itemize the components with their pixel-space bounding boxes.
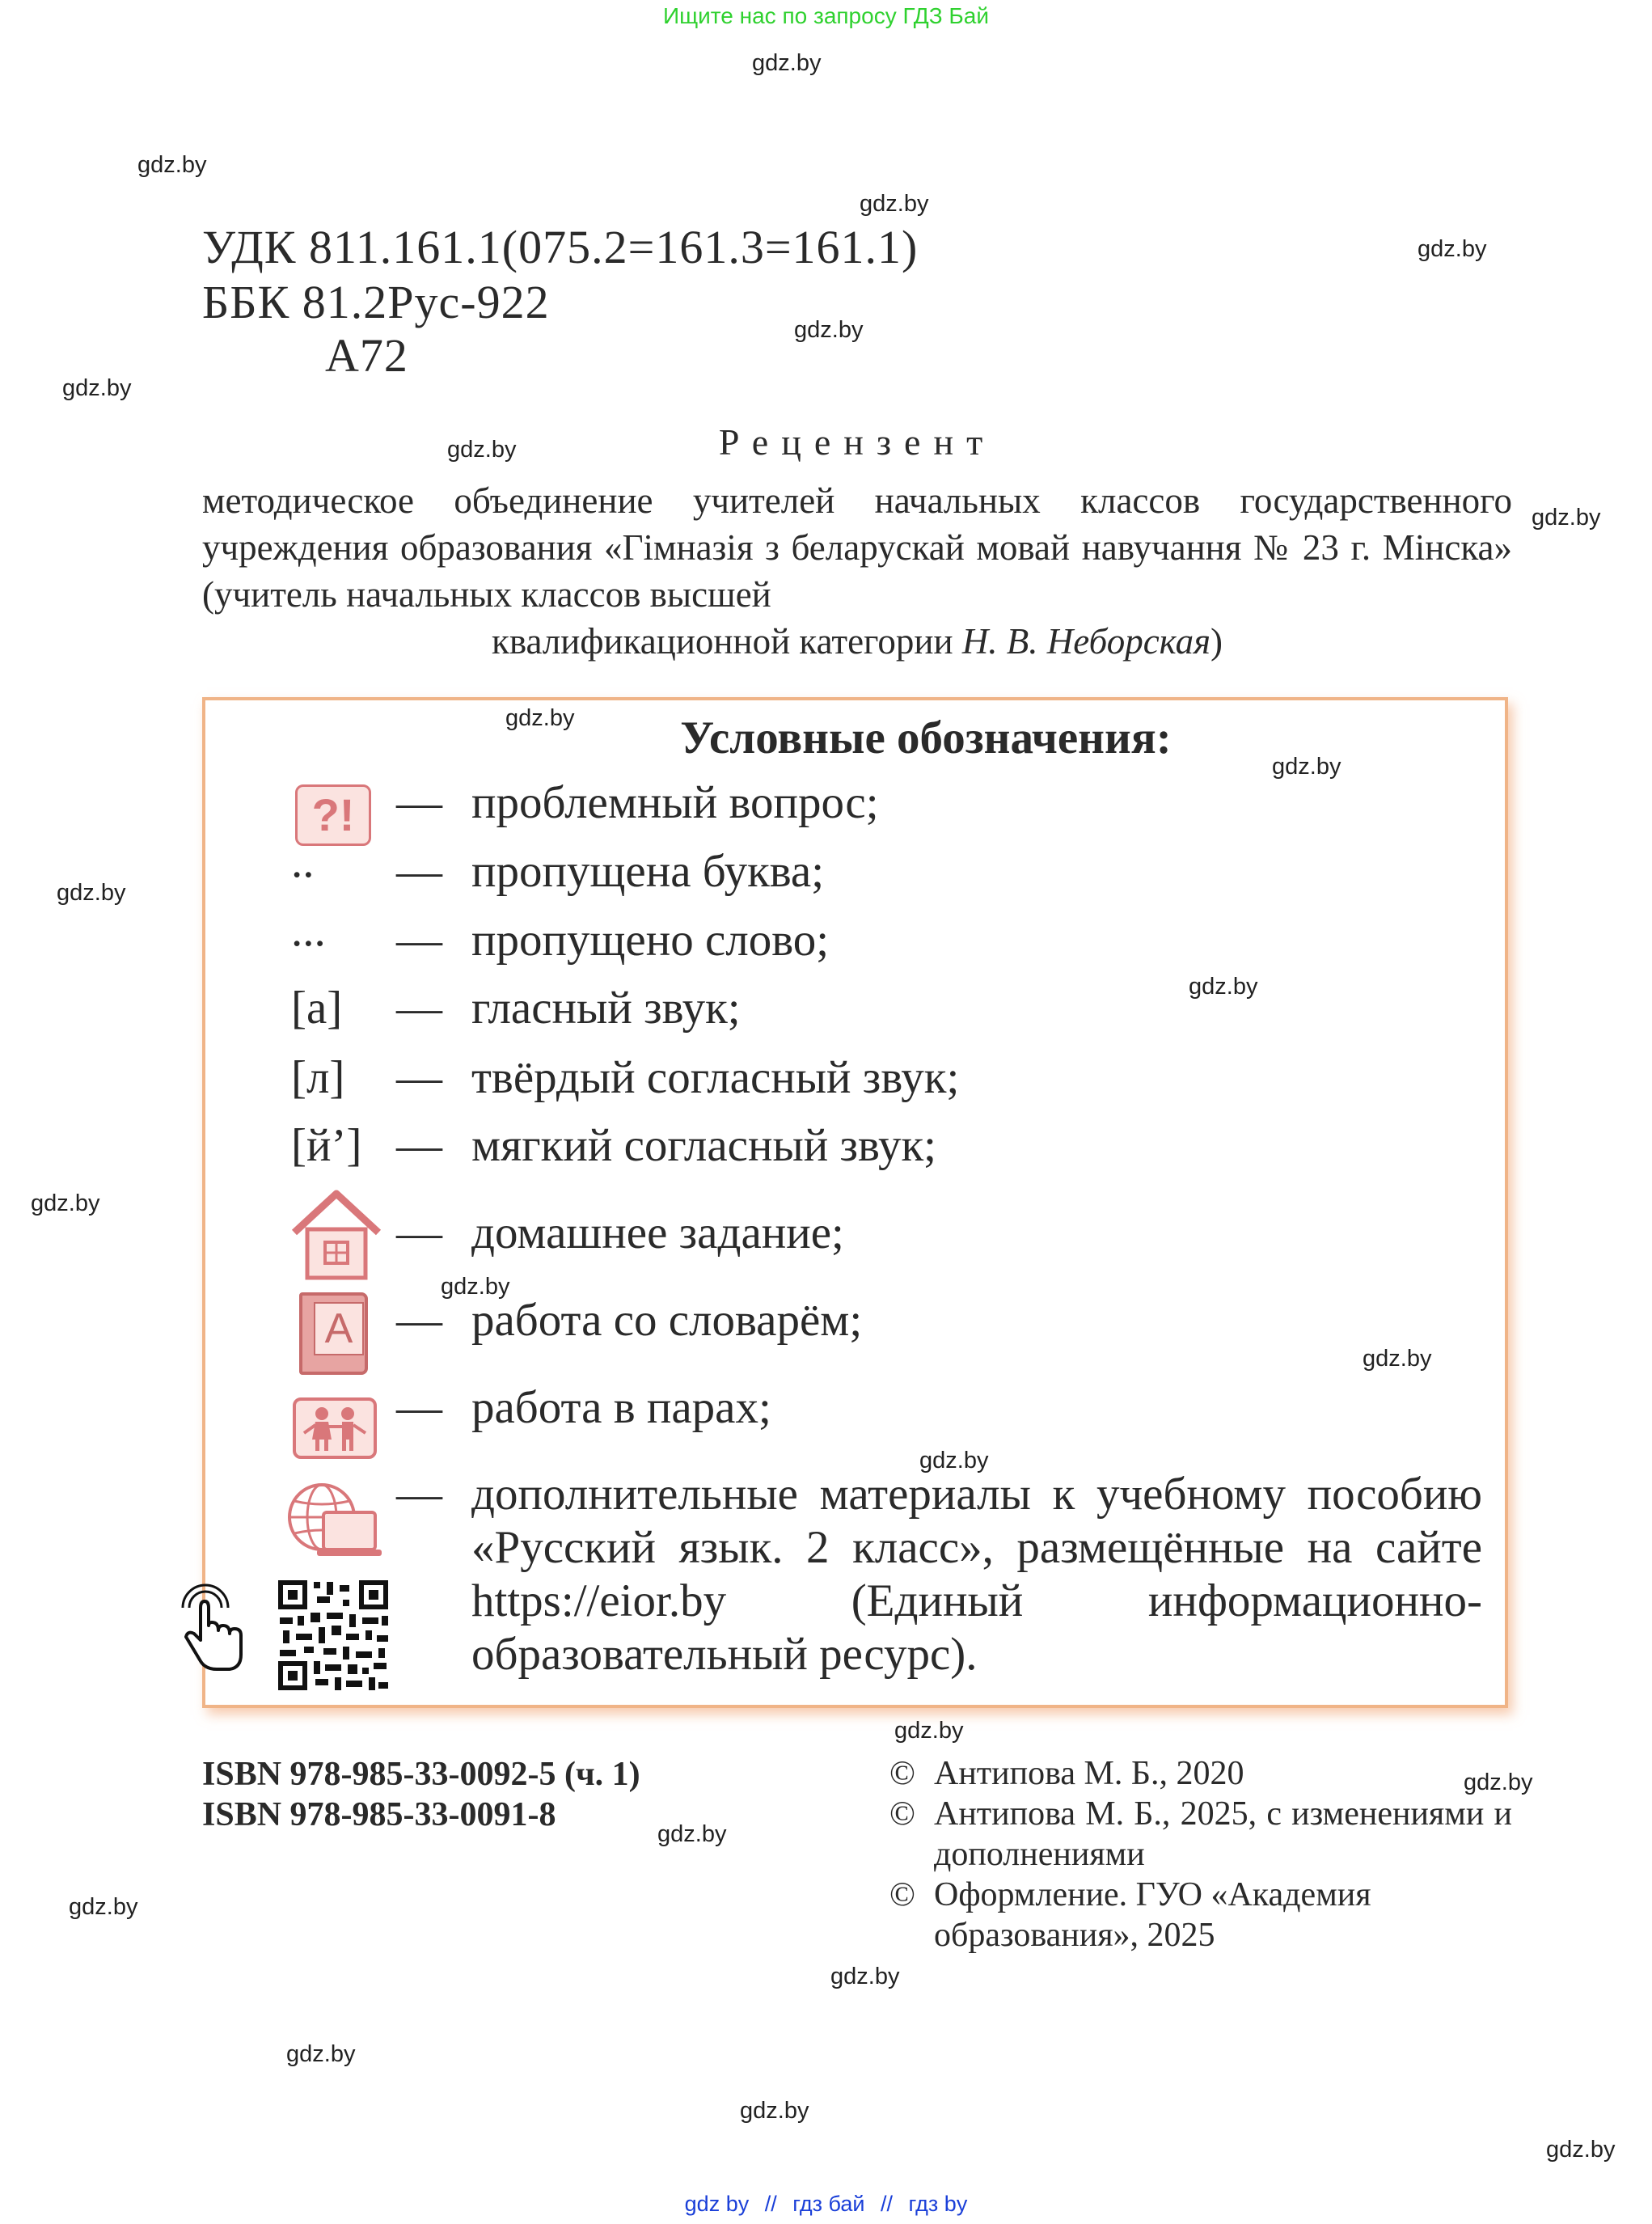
copyright-symbol: ©: [889, 1795, 915, 1833]
watermark: gdz.by: [137, 152, 207, 178]
vowel-symbol: [а]: [291, 983, 343, 1034]
dictionary-letter: А: [314, 1302, 364, 1355]
legend-dash: —: [396, 846, 442, 897]
legend-dash: —: [396, 1382, 442, 1433]
watermark: gdz.by: [1363, 1346, 1432, 1372]
copyright-symbol: ©: [889, 1755, 915, 1792]
watermark: gdz.by: [69, 1894, 138, 1920]
copyright-text: Антипова М. Б., 2020: [934, 1755, 1244, 1792]
legend-dash: —: [396, 1052, 442, 1103]
udk-line: УДК 811.161.1(075.2=161.3=161.1): [202, 221, 919, 273]
legend-text-hard: твёрдый согласный звук;: [471, 1052, 960, 1103]
bottom-separator: //: [764, 2192, 777, 2216]
qr-code-icon[interactable]: [275, 1577, 391, 1693]
author-mark: А72: [325, 329, 408, 382]
reviewer-name: Н. В. Неборская: [961, 621, 1211, 662]
missing-word-symbol: ...: [291, 905, 326, 956]
watermark: gdz.by: [57, 880, 126, 906]
watermark: gdz.by: [447, 437, 517, 463]
dictionary-icon: [299, 1292, 368, 1375]
house-icon: [289, 1187, 383, 1281]
watermark: gdz.by: [740, 2098, 809, 2124]
legend-text-letter: пропущена буква;: [471, 846, 825, 897]
watermark: gdz.by: [1272, 754, 1341, 780]
watermark: gdz.by: [505, 705, 575, 731]
watermark: gdz.by: [1532, 505, 1601, 531]
legend-text-vowel: гласный звук;: [471, 983, 741, 1034]
legend-dash: —: [396, 915, 442, 966]
copyright-symbol: ©: [889, 1876, 915, 1913]
legend-text-extra: дополнительные материалы к учебному пособию «Русский язык. 2 класс», размещённые на сайте https://eior.by (Единый информационно-образовательный ресурс).: [471, 1469, 1482, 1680]
top-banner[interactable]: Ищите нас по запросу ГДЗ Бай: [662, 3, 990, 28]
globe-computer-icon: [285, 1480, 382, 1561]
copyright-text: Антипова М. Б., 2025, с изменениями и дополнениями: [934, 1795, 1512, 1873]
watermark: gdz.by: [31, 1190, 100, 1216]
legend-text-soft: мягкий согласный звук;: [471, 1120, 937, 1171]
legend-text-homework: домашнее задание;: [471, 1207, 844, 1258]
soft-consonant-symbol: [й’]: [291, 1120, 362, 1171]
reviewer-text-last: [202, 618, 1512, 665]
watermark: gdz.by: [1189, 974, 1258, 1000]
isbn-part: ISBN 978-985-33-0092-5 (ч. 1): [202, 1756, 640, 1793]
legend-dash: —: [396, 1207, 442, 1258]
pair-work-icon: [293, 1397, 377, 1459]
watermark: gdz.by: [830, 1964, 900, 1989]
problem-question-icon: ?!: [295, 784, 371, 846]
watermark: gdz.by: [794, 317, 864, 343]
watermark: gdz.by: [1464, 1769, 1533, 1795]
bottom-link-gdz[interactable]: gdz by: [684, 2192, 750, 2216]
bottom-link-gdz-bai[interactable]: гдз бай: [792, 2192, 865, 2216]
copyright-item: [889, 1794, 1512, 1875]
watermark: gdz.by: [1546, 2137, 1616, 2163]
watermark: gdz.by: [657, 1821, 727, 1847]
watermark: gdz.by: [860, 191, 929, 217]
watermark: gdz.by: [62, 375, 132, 401]
legend-text-dictionary: работа со словарём;: [471, 1295, 863, 1346]
reviewer-text: [202, 477, 1512, 665]
watermark: gdz.by: [919, 1448, 989, 1474]
reviewer-text-main: методическое объединение учителей начальных классов государственного учреждения образования «Гімназія з беларускай мовай навучання № 23 г. Мінска» (учитель начальных классов высшей: [202, 480, 1512, 615]
reviewer-title: Рецензент: [718, 421, 996, 463]
legend-text-pairs: работа в парах;: [471, 1382, 771, 1433]
missing-letter-symbol: ..: [291, 836, 315, 887]
legend-text-problem: проблемный вопрос;: [471, 777, 879, 828]
isbn-general: ISBN 978-985-33-0091-8: [202, 1796, 556, 1833]
legend-dash: —: [396, 1295, 442, 1346]
copyright-block: [889, 1753, 1512, 1956]
legend-text-word: пропущено слово;: [471, 915, 830, 966]
watermark: gdz.by: [894, 1718, 964, 1744]
bbk-line: ББК 81.2Рус-922: [202, 276, 550, 328]
legend-dash: —: [396, 1469, 442, 1520]
watermark: gdz.by: [1418, 236, 1487, 262]
watermark: gdz.by: [752, 50, 822, 76]
legend-dash: —: [396, 983, 442, 1034]
reviewer-text-suffix: ): [1210, 621, 1223, 662]
legend-dash: —: [396, 1120, 442, 1171]
copyright-item: [889, 1875, 1512, 1956]
bottom-link-gdz-by[interactable]: гдз by: [908, 2192, 968, 2216]
copyright-item: [889, 1753, 1512, 1794]
bottom-separator: //: [881, 2192, 894, 2216]
hard-consonant-symbol: [л]: [291, 1052, 345, 1103]
legend-dash: —: [396, 777, 442, 828]
watermark: gdz.by: [441, 1274, 510, 1300]
bottom-links: [0, 2192, 1652, 2217]
copyright-text: Оформление. ГУО «Академия образования», 2025: [934, 1876, 1371, 1954]
watermark: gdz.by: [286, 2041, 356, 2067]
reviewer-text-prefix: квалификационной категории: [491, 621, 962, 662]
legend-title: Условные обозначения:: [680, 712, 1172, 763]
hand-pointer-icon[interactable]: [180, 1583, 247, 1672]
